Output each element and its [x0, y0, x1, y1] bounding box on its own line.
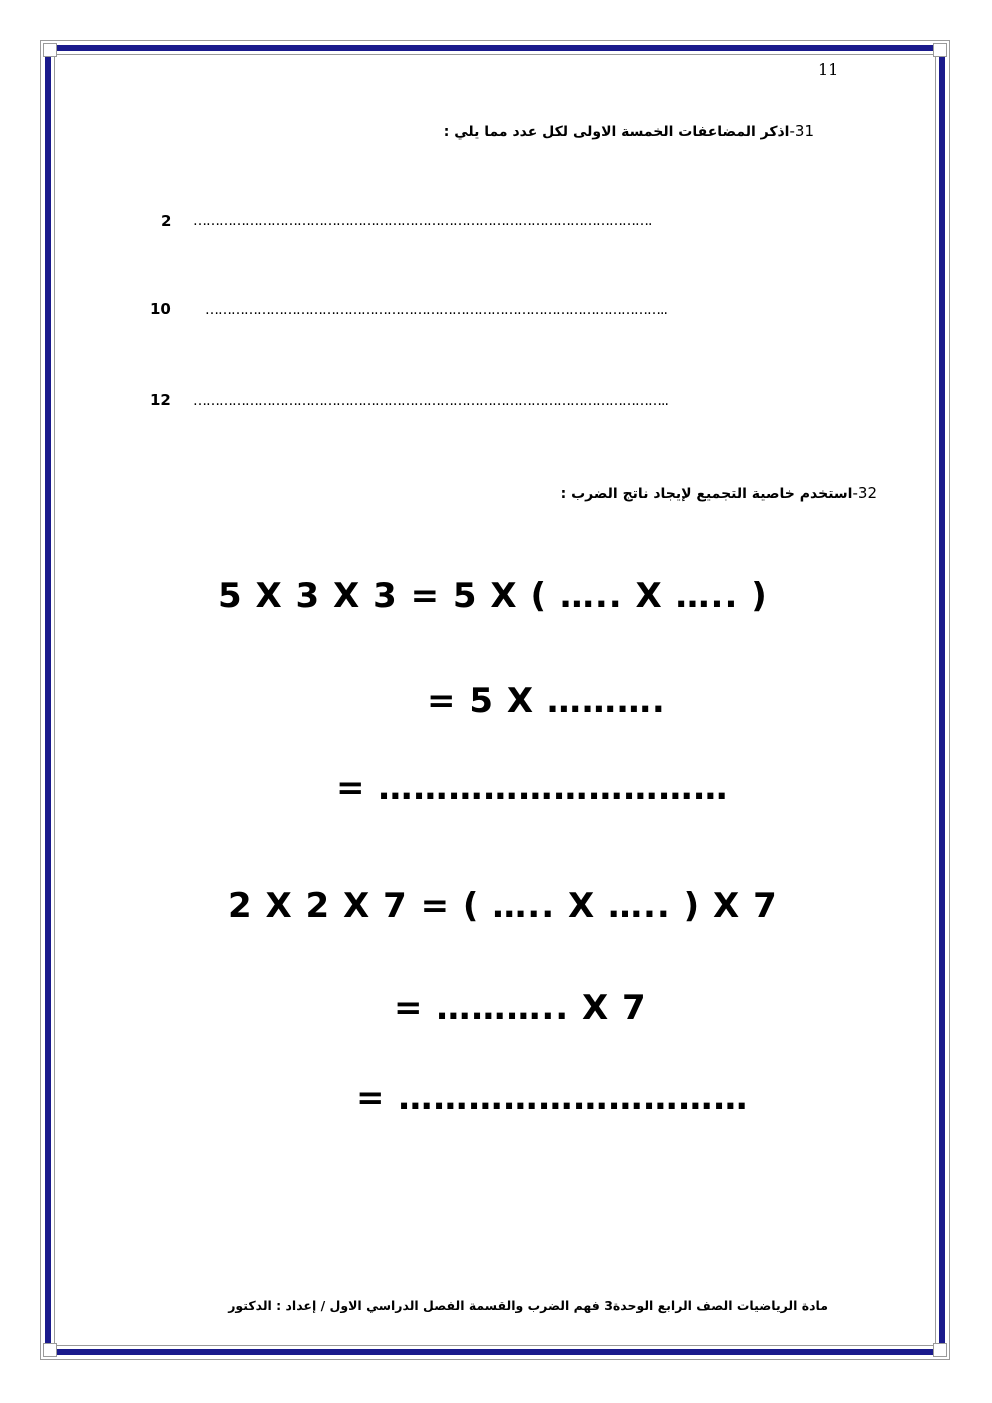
question-32-text: استخدم خاصية التجميع لإيجاد ناتج الضرب : — [560, 486, 853, 502]
problem-2-line-3: = ………………………… — [356, 1078, 749, 1118]
problem-1-line-2: = 5 X ………. — [427, 681, 666, 721]
question-32-heading — [561, 484, 877, 502]
multiple-row-12-answer-line: ……………………………………………………………………………………………….. — [193, 393, 668, 409]
problem-1-line-1: 5 X 3 X 3 = 5 X ( ….. X ….. ) — [218, 576, 768, 616]
question-32-number: 32- — [852, 484, 877, 502]
multiple-row-12-number: 12 — [150, 391, 171, 409]
multiple-row-10-answer-line: …………………………………………………………………………………………….. — [205, 302, 667, 318]
border-corner-top-right — [933, 43, 947, 57]
problem-2-line-2: = ……….. X 7 — [394, 988, 647, 1028]
multiple-row-2-answer-line: ……………………………………………………………………………………………. — [193, 213, 652, 229]
problem-1-line-3: = ………………………… — [336, 768, 729, 808]
question-31-number: 31- — [789, 122, 814, 140]
question-31-text: اذكر المضاعفات الخمسة الاولى لكل عدد مما يلي : — [443, 124, 790, 140]
multiple-row-10-number: 10 — [150, 300, 171, 318]
page-footer: مادة الرياضيات الصف الرابع الوحدة3 فهم الضرب والقسمة الفصل الدراسي الاول / إعداد : الدكتور — [228, 1298, 828, 1313]
border-corner-top-left — [43, 43, 57, 57]
problem-2-line-1: 2 X 2 X 7 = ( ….. X ….. ) X 7 — [228, 886, 778, 926]
question-31-heading — [444, 122, 814, 140]
page-number: 11 — [818, 60, 839, 79]
border-corner-bottom-left — [43, 1343, 57, 1357]
multiple-row-2-number: 2 — [161, 212, 172, 230]
border-corner-bottom-right — [933, 1343, 947, 1357]
